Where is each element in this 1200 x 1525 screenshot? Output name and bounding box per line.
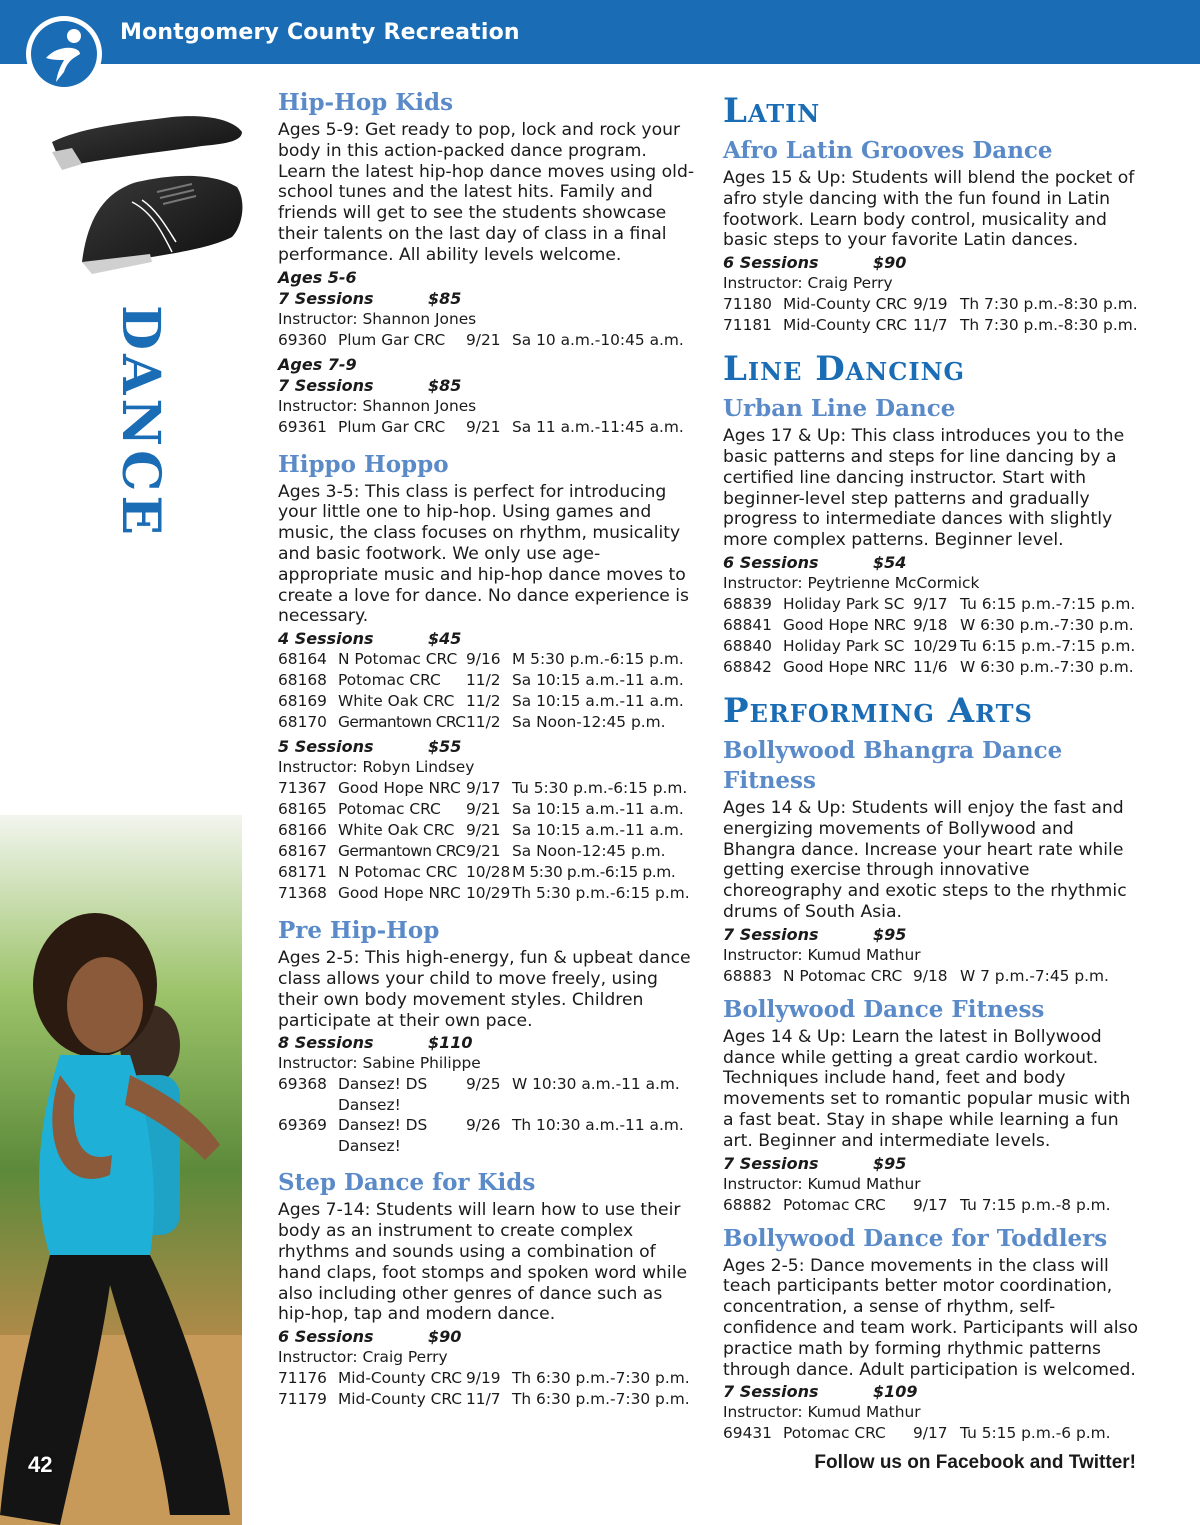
session-price: $90 [873,253,907,273]
schedule-row [723,657,1143,678]
course-number: 68169 [278,692,327,711]
session-price: $90 [428,1327,462,1347]
session-price: $55 [428,737,462,757]
sessions-line [278,288,698,309]
start-date: 9/17 [913,594,948,613]
course-number: 68165 [278,800,327,819]
course-number: 68170 [278,713,327,732]
sessions-line [278,736,698,757]
session-price: $85 [428,375,462,395]
right-column [723,90,1143,1456]
course-hip-hop-kids [278,88,698,438]
session-price: $54 [873,552,907,572]
start-date: 9/16 [466,650,501,669]
location: Potomac CRC [783,1195,886,1214]
page-number: 42 [28,1452,53,1477]
session-count: 7 Sessions [723,1382,819,1402]
schedule-row [723,315,1143,336]
course-number: 68168 [278,671,327,690]
start-date: 11/2 [466,671,501,690]
start-date: 9/17 [913,1424,948,1443]
sessions-line [278,375,698,396]
session-count: 7 Sessions [723,1153,819,1173]
schedule-row [278,799,698,820]
schedule-row [278,1115,698,1136]
location: Good Hope NRC [338,779,461,798]
schedule-row [278,841,698,862]
instructor: Instructor: Kumud Mathur [723,1403,921,1422]
day-time: Sa 10:15 a.m.-11 a.m. [512,671,684,690]
category-heading-latin: Latin [723,91,821,131]
tap-shoe-image [42,112,252,282]
day-time: Th 6:30 p.m.-7:30 p.m. [512,1390,690,1409]
course-bollywood-bhangra [723,736,1143,987]
section-title-vertical [105,305,175,539]
schedule-row [278,862,698,883]
session-count: 6 Sessions [278,1327,374,1347]
start-date: 9/21 [466,417,501,436]
instructor: Instructor: Craig Perry [278,1348,448,1367]
sessions-line [278,1326,698,1347]
course-description: Ages 2-5: This high-energy, fun & upbeat dance class allows your child to move freely, using their own body movement styles. Children participate at their own pace. [278,948,691,1031]
day-time: Sa 10:15 a.m.-11 a.m. [512,821,684,840]
course-number: 71367 [278,779,327,798]
instructor: Instructor: Sabine Philippe [278,1054,481,1073]
schedule-row [278,670,698,691]
start-date: 9/18 [913,966,948,985]
sessions-line [278,628,698,649]
course-title: Urban Line Dance [723,395,956,423]
course-bollywood-dance-fitness [723,995,1143,1216]
location: Potomac CRC [338,671,441,690]
session-price: $85 [428,288,462,308]
day-time: Th 7:30 p.m.-8:30 p.m. [960,295,1138,314]
course-number: 68171 [278,863,327,882]
location: Dansez! DS [338,1116,428,1135]
day-time: M 5:30 p.m.-6:15 p.m. [512,650,684,669]
header-bar [0,0,1200,64]
footer-text: Follow us on Facebook and Twitter! [814,1452,1136,1473]
course-number: 71176 [278,1369,327,1388]
start-date: 11/2 [466,713,501,732]
instructor: Instructor: Peytrienne McCormick [723,573,980,592]
start-date: 9/21 [466,800,501,819]
course-title: Bollywood Bhangra Dance Fitness [723,736,1063,794]
start-date: 11/7 [913,316,948,335]
location: Mid-County CRC [338,1390,463,1409]
schedule-row [278,691,698,712]
location: Good Hope NRC [783,615,906,634]
schedule-row [278,330,698,351]
session-count: 7 Sessions [278,375,374,395]
session-count: 8 Sessions [278,1033,374,1053]
course-bollywood-toddlers [723,1224,1143,1445]
course-number: 68166 [278,821,327,840]
start-date: 10/29 [913,636,958,655]
course-title: Pre Hip-Hop [278,917,440,945]
course-description: Ages 7-14: Students will learn how to use their body as an instrument to create complex rhythms and sounds using a combination of hand claps, foot stomps and spoken word while also including other genres of dance such as hip-hop, tap and modern dance. [278,1200,688,1325]
location: White Oak CRC [338,692,455,711]
location: Plum Gar CRC [338,330,446,349]
course-number: 71179 [278,1390,327,1409]
course-title: Bollywood Dance for Toddlers [723,1224,1108,1252]
course-urban-line-dance [723,394,1143,678]
schedule-row [723,636,1143,657]
sessions-line [723,924,1143,945]
instructor: Instructor: Robyn Lindsey [278,758,475,777]
day-time: Th 5:30 p.m.-6:15 p.m. [512,884,690,903]
age-label: Ages 7-9 [278,354,357,374]
header-title: Montgomery County Recreation [120,20,520,45]
course-title: Bollywood Dance Fitness [723,995,1045,1023]
schedule-row [723,294,1143,315]
day-time: Th 6:30 p.m.-7:30 p.m. [512,1369,690,1388]
start-date: 10/28 [466,863,511,882]
course-title: Afro Latin Grooves Dance [723,137,1053,164]
schedule-row [278,1368,698,1389]
day-time: Th 10:30 a.m.-11 a.m. [512,1116,684,1135]
sessions-line [723,1381,1143,1402]
day-time: Sa Noon-12:45 p.m. [512,842,666,861]
schedule-row [278,1074,698,1095]
course-number: 68840 [723,636,772,655]
course-description: Ages 3-5: This class is perfect for introducing your little one to hip-hop. Using games and music, the class focuses on rhythm, musicality and basic footwork. We only use age-appropriate music and hip-hop dance moves to create a love for dance. No dance experience is necessary. [278,481,690,627]
course-number: 68841 [723,615,772,634]
course-description: Ages 17 & Up: This class introduces you to the basic patterns and steps for line dancing by a certified line dancing instructor. Start with beginner-level step patterns and gradually progress to intermediate dances with slightly more complex patterns. Beginner level. [723,426,1125,551]
location: White Oak CRC [338,821,455,840]
schedule-row [278,417,698,438]
start-date: 9/17 [913,1195,948,1214]
schedule-row [723,594,1143,615]
schedule-row [278,820,698,841]
sessions-line [278,1032,698,1053]
location: Mid-County CRC [338,1369,463,1388]
location-subline: Dansez! [338,1096,401,1115]
course-description: Ages 14 & Up: Students will enjoy the fast and energizing movements of Bollywood and Bhangra dance. Increase your heart rate while getting exercise through innovative choreography and exotic steps to the rhythmic drums of South Asia. [723,797,1127,922]
schedule-row [278,712,698,733]
session-price: $95 [873,924,907,944]
day-time: W 6:30 p.m.-7:30 p.m. [960,615,1134,634]
day-time: Tu 6:15 p.m.-7:15 p.m. [960,636,1136,655]
instructor: Instructor: Shannon Jones [278,309,477,328]
location-subline: Dansez! [338,1137,401,1156]
course-number: 68842 [723,657,772,676]
course-number: 69369 [278,1116,327,1135]
schedule-row [723,615,1143,636]
course-description: Ages 2-5: Dance movements in the class will teach participants better motor coordination, concentration, a sense of rhythm, self-confidence and team work. Participants will also practice math by forming rhythmic patterns through dance. Adult participation is welcomed. [723,1255,1138,1380]
instructor: Instructor: Kumud Mathur [723,1174,921,1193]
sessions-line [723,552,1143,573]
location: N Potomac CRC [338,863,458,882]
section-title-text: DANCE [110,305,171,539]
course-title: Hip-Hop Kids [278,89,454,116]
session-price: $110 [428,1033,473,1053]
start-date: 10/29 [466,884,511,903]
session-count: 6 Sessions [723,253,819,273]
start-date: 11/2 [466,692,501,711]
start-date: 9/21 [466,821,501,840]
start-date: 11/7 [466,1390,501,1409]
course-title: Step Dance for Kids [278,1169,536,1197]
rec-logo-icon [24,14,104,94]
session-count: 7 Sessions [723,924,819,944]
category-heading-line-dancing: Line Dancing [723,349,966,390]
session-price: $95 [873,1153,907,1173]
course-number: 68164 [278,650,327,669]
session-count: 4 Sessions [278,629,374,649]
sessions-line [723,252,1143,273]
location: Potomac CRC [783,1424,886,1443]
session-count: 7 Sessions [278,288,374,308]
location: N Potomac CRC [338,650,458,669]
instructor: Instructor: Kumud Mathur [723,945,921,964]
session-price: $109 [873,1382,918,1402]
location: Germantown CRC [338,713,466,732]
location: N Potomac CRC [783,966,903,985]
course-number: 71368 [278,884,327,903]
category-heading-performing-arts: Performing Arts [723,690,1033,731]
location: Good Hope NRC [338,884,461,903]
course-description: Ages 14 & Up: Learn the latest in Bollywood dance while getting a great cardio workout. Techniques include hand, feet and body movements set to romantic popular music with a fast beat. Stay in shape while learning a fun art. Beginner and intermediate levels. [723,1026,1131,1151]
course-pre-hip-hop [278,916,698,1156]
start-date: 9/21 [466,330,501,349]
start-date: 9/18 [913,615,948,634]
start-date: 9/19 [466,1369,501,1388]
day-time: Sa 10 a.m.-10:45 a.m. [512,330,684,349]
location: Dansez! DS [338,1075,428,1094]
course-number: 68882 [723,1195,772,1214]
location: Germantown CRC [338,842,466,861]
course-description: Ages 5-9: Get ready to pop, lock and rock your body in this action-packed dance program. Learn the latest hip-hop dance moves using old-school tunes and the latest hits. Family and friends will get to see the students showcase their talents on the last day of class in a final performance. All ability levels welcome. [278,120,695,265]
location: Holiday Park SC [783,636,905,655]
schedule-row [723,1423,1143,1444]
start-date: 9/26 [466,1116,501,1135]
course-afro-latin-grooves [723,136,1143,336]
course-hippo-hoppo [278,450,698,905]
course-number: 69431 [723,1424,772,1443]
schedule-row [278,883,698,904]
course-step-dance-for-kids [278,1168,698,1410]
course-number: 68883 [723,966,772,985]
start-date: 9/17 [466,779,501,798]
day-time: Sa 10:15 a.m.-11 a.m. [512,800,684,819]
day-time: Tu 5:30 p.m.-6:15 p.m. [512,779,688,798]
course-number: 68167 [278,842,327,861]
day-time: Th 7:30 p.m.-8:30 p.m. [960,316,1138,335]
session-price: $45 [428,629,462,649]
sessions-line [723,1153,1143,1174]
location: Mid-County CRC [783,295,908,314]
schedule-row [278,1389,698,1410]
course-description: Ages 15 & Up: Students will blend the pocket of afro style dancing with the fun found in Latin footwork. Learn body control, musicality and basic steps to your favorite Latin dances. [723,168,1135,251]
schedule-row [723,1195,1143,1216]
course-number: 71181 [723,316,772,335]
instructor: Instructor: Shannon Jones [278,396,477,415]
start-date: 9/25 [466,1075,501,1094]
location: Potomac CRC [338,800,441,819]
start-date: 9/21 [466,842,501,861]
location: Plum Gar CRC [338,417,446,436]
schedule-row [723,966,1143,987]
dancer-photo [0,815,242,1525]
day-time: Sa Noon-12:45 p.m. [512,713,666,732]
course-number: 68839 [723,594,772,613]
course-number: 69368 [278,1075,327,1094]
course-number: 69361 [278,417,327,436]
course-number: 71180 [723,295,772,314]
location: Holiday Park SC [783,594,905,613]
day-time: M 5:30 p.m.-6:15 p.m. [512,863,676,882]
day-time: Tu 7:15 p.m.-8 p.m. [960,1195,1111,1214]
day-time: Sa 11 a.m.-11:45 a.m. [512,417,684,436]
schedule-row [278,778,698,799]
course-title: Hippo Hoppo [278,450,449,478]
instructor: Instructor: Craig Perry [723,274,893,293]
day-time: W 6:30 p.m.-7:30 p.m. [960,657,1134,676]
day-time: W 7 p.m.-7:45 p.m. [960,966,1109,985]
schedule-row [278,649,698,670]
left-column [278,88,698,1422]
day-time: W 10:30 a.m.-11 a.m. [512,1075,680,1094]
location: Mid-County CRC [783,316,908,335]
day-time: Sa 10:15 a.m.-11 a.m. [512,692,684,711]
day-time: Tu 6:15 p.m.-7:15 p.m. [960,594,1136,613]
session-count: 5 Sessions [278,737,374,757]
course-number: 69360 [278,330,327,349]
start-date: 11/6 [913,657,948,676]
start-date: 9/19 [913,295,948,314]
session-count: 6 Sessions [723,552,819,572]
location: Good Hope NRC [783,657,906,676]
day-time: Tu 5:15 p.m.-6 p.m. [960,1424,1111,1443]
age-label: Ages 5-6 [278,267,357,287]
